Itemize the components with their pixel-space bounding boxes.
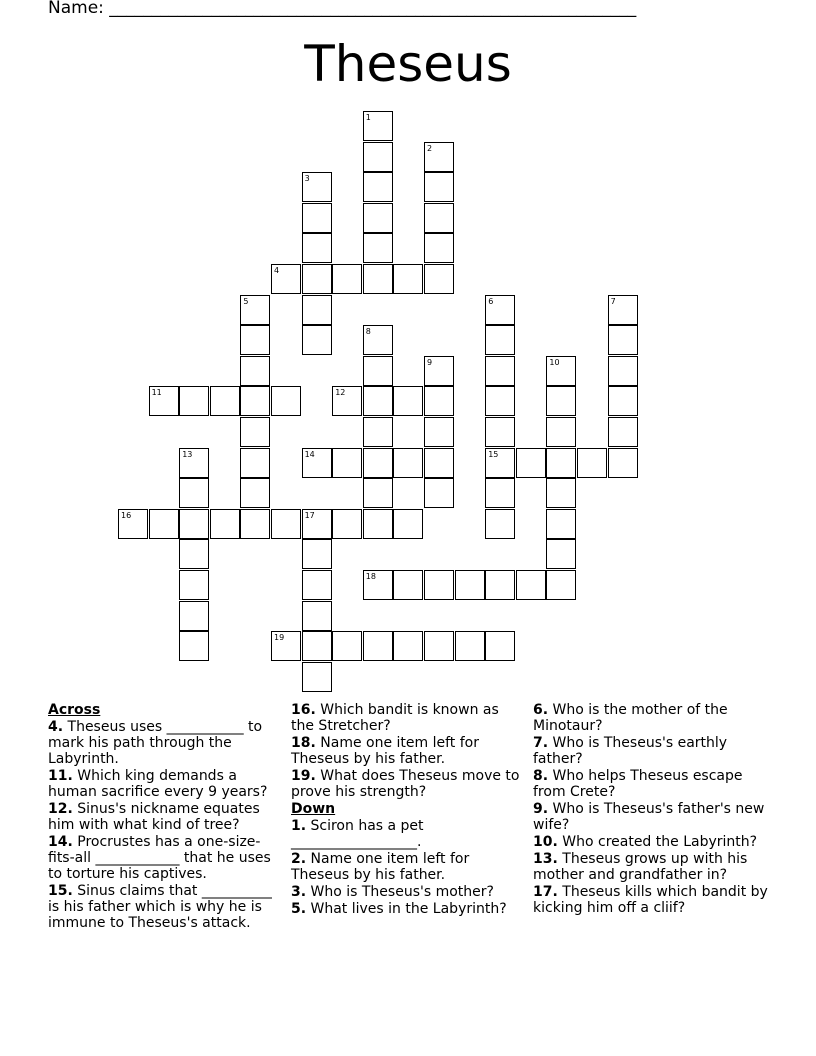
grid-cell[interactable] [485, 417, 515, 447]
grid-cell[interactable] [363, 386, 393, 416]
grid-cell[interactable] [424, 631, 454, 661]
clue-item [291, 735, 523, 767]
clue-item-number: 5. [291, 901, 307, 917]
clue-item-number: 13. [533, 851, 558, 867]
grid-cell[interactable] [179, 509, 209, 539]
clue-item-text: Name one item left for Theseus by his father. [291, 851, 470, 883]
clue-number: 6 [488, 296, 494, 306]
grid-cell[interactable] [608, 325, 638, 355]
grid-cell[interactable] [302, 295, 332, 325]
clue-number: 1 [365, 113, 371, 122]
grid-cell[interactable] [393, 264, 423, 294]
grid-cell[interactable] [363, 448, 393, 478]
grid-cell[interactable] [271, 264, 301, 294]
grid-cell[interactable] [424, 386, 454, 416]
grid-cell[interactable] [118, 509, 148, 539]
clue-item-number: 9. [533, 801, 549, 817]
grid-cell[interactable] [179, 601, 209, 631]
grid-cell[interactable] [546, 570, 576, 600]
grid-cell[interactable] [424, 172, 454, 202]
grid-cell[interactable] [179, 478, 209, 508]
clue-item-text: Who created the Labyrinth? [557, 834, 758, 850]
clue-item-number: 3. [291, 884, 307, 900]
grid-cell[interactable] [240, 386, 270, 416]
clue-item [533, 702, 773, 734]
clue-item-number: 6. [533, 702, 549, 718]
grid-cell[interactable] [302, 570, 332, 600]
clue-item-text: Theseus uses ___________ to mark his path through the Labyrinth. [48, 719, 263, 767]
grid-cell[interactable] [363, 356, 393, 386]
grid-cell[interactable] [424, 356, 454, 386]
grid-cell[interactable] [608, 417, 638, 447]
grid-cell[interactable] [271, 631, 301, 661]
grid-cell[interactable] [424, 264, 454, 294]
grid-cell[interactable] [179, 539, 209, 569]
grid-cell[interactable] [424, 448, 454, 478]
clue-item-number: 11. [48, 768, 73, 784]
grid-cell[interactable] [240, 295, 270, 325]
grid-cell[interactable] [485, 509, 515, 539]
clue-number: 17 [304, 510, 315, 520]
grid-cell[interactable] [363, 325, 393, 355]
grid-cell[interactable] [363, 142, 393, 172]
grid-cell[interactable] [485, 295, 515, 325]
clue-column-1 [48, 702, 284, 932]
clue-item-text: Theseus kills which bandit by kicking him off a cliif? [533, 884, 768, 916]
grid-cell[interactable] [546, 509, 576, 539]
clue-number: 2 [427, 143, 433, 153]
clue-item-number: 19. [291, 768, 316, 784]
name-field-label: Name: ______________________________________________________________ [48, 0, 637, 18]
clue-item [48, 834, 284, 882]
clue-heading-down: Down [291, 801, 336, 817]
clue-number: 16 [121, 510, 132, 520]
grid-cell[interactable] [485, 325, 515, 355]
grid-cell[interactable] [455, 570, 485, 600]
grid-cell[interactable] [149, 386, 179, 416]
clue-item [533, 735, 773, 767]
grid-cell[interactable] [302, 631, 332, 661]
clue-item [291, 768, 523, 800]
clue-item-text: What does Theseus move to prove his strength? [291, 768, 520, 800]
clue-item [291, 851, 523, 883]
clue-number: 15 [488, 449, 499, 459]
clue-item-number: 8. [533, 768, 549, 784]
grid-cell[interactable] [363, 509, 393, 539]
clue-number: 9 [427, 357, 433, 367]
grid-cell[interactable] [302, 662, 332, 692]
clue-item-number: 18. [291, 735, 316, 751]
grid-cell[interactable] [179, 631, 209, 661]
grid-cell[interactable] [271, 386, 301, 416]
grid-cell[interactable] [240, 356, 270, 386]
clue-number: 19 [274, 633, 285, 643]
clue-item-number: 16. [291, 702, 316, 718]
grid-cell[interactable] [546, 478, 576, 508]
grid-cell[interactable] [424, 417, 454, 447]
grid-cell[interactable] [424, 142, 454, 172]
clue-item [48, 801, 284, 833]
clue-number: 13 [182, 449, 193, 459]
grid-cell[interactable] [393, 570, 423, 600]
grid-cell[interactable] [363, 233, 393, 263]
grid-cell[interactable] [577, 448, 607, 478]
grid-cell[interactable] [302, 601, 332, 631]
grid-cell[interactable] [608, 295, 638, 325]
clue-item-number: 15. [48, 883, 73, 899]
grid-cell[interactable] [179, 448, 209, 478]
grid-cell[interactable] [363, 172, 393, 202]
grid-cell[interactable] [271, 509, 301, 539]
clue-column-2 [291, 702, 523, 918]
grid-cell[interactable] [332, 509, 362, 539]
grid-cell[interactable] [240, 478, 270, 508]
grid-cell[interactable] [302, 448, 332, 478]
grid-cell[interactable] [393, 631, 423, 661]
grid-cell[interactable] [424, 570, 454, 600]
clue-item [291, 702, 523, 734]
clue-item-text: Who helps Theseus escape from Crete? [533, 768, 743, 800]
clue-item [48, 719, 284, 767]
clue-item [48, 883, 284, 931]
grid-cell[interactable] [546, 386, 576, 416]
clue-item-number: 4. [48, 719, 64, 735]
grid-cell[interactable] [393, 509, 423, 539]
grid-cell[interactable] [424, 203, 454, 233]
clue-number: 8 [365, 327, 371, 337]
clue-number: 7 [610, 296, 616, 306]
page-title: Theseus [304, 35, 512, 93]
clue-item [291, 818, 523, 850]
clue-item-text: Name one item left for Theseus by his father. [291, 735, 479, 767]
grid-cell[interactable] [363, 203, 393, 233]
grid-cell[interactable] [240, 417, 270, 447]
grid-cell[interactable] [302, 509, 332, 539]
grid-cell[interactable] [210, 386, 240, 416]
grid-cell[interactable] [240, 325, 270, 355]
clue-item-text: Sciron has a pet __________________. [291, 818, 424, 850]
clue-item-text: Which king demands a human sacrifice every 9 years? [48, 768, 268, 800]
grid-cell[interactable] [485, 631, 515, 661]
grid-cell[interactable] [332, 631, 362, 661]
clue-column-3 [533, 702, 773, 917]
grid-cell[interactable] [332, 264, 362, 294]
grid-cell[interactable] [516, 570, 546, 600]
grid-cell[interactable] [179, 386, 209, 416]
grid-cell[interactable] [485, 448, 515, 478]
clue-item-number: 17. [533, 884, 558, 900]
grid-cell[interactable] [455, 631, 485, 661]
grid-cell[interactable] [424, 233, 454, 263]
clue-heading-across: Across [48, 702, 101, 718]
clue-item-text: Sinus claims that __________ is his father which is why he is immune to Theseus's attack. [48, 883, 272, 931]
grid-cell[interactable] [210, 509, 240, 539]
grid-cell[interactable] [302, 539, 332, 569]
grid-cell[interactable] [546, 448, 576, 478]
grid-cell[interactable] [363, 264, 393, 294]
clue-item [291, 884, 523, 900]
clue-number: 5 [243, 296, 249, 306]
clue-number: 11 [151, 388, 162, 398]
clue-item-number: 7. [533, 735, 549, 751]
grid-cell[interactable] [240, 509, 270, 539]
grid-cell[interactable] [608, 386, 638, 416]
clue-item [533, 884, 773, 916]
grid-cell[interactable] [302, 264, 332, 294]
grid-cell[interactable] [608, 448, 638, 478]
clue-item [533, 801, 773, 833]
clue-item-text: Who is Theseus's earthly father? [533, 735, 728, 767]
clue-item-number: 10. [533, 834, 558, 850]
grid-cell[interactable] [424, 478, 454, 508]
clue-item-number: 2. [291, 851, 307, 867]
grid-cell[interactable] [485, 356, 515, 386]
grid-cell[interactable] [332, 386, 362, 416]
grid-cell[interactable] [608, 356, 638, 386]
grid-cell[interactable] [546, 539, 576, 569]
grid-cell[interactable] [363, 417, 393, 447]
clue-number: 3 [304, 174, 310, 184]
clue-item-text: Who is Theseus's mother? [306, 884, 494, 900]
clue-item-text: Who is the mother of the Minotaur? [533, 702, 728, 734]
clue-item-text: Theseus grows up with his mother and grandfather in? [533, 851, 748, 883]
grid-cell[interactable] [149, 509, 179, 539]
clue-item-text: Who is Theseus's father's new wife? [533, 801, 765, 833]
grid-cell[interactable] [393, 448, 423, 478]
clue-number: 10 [549, 357, 560, 367]
clue-item [533, 834, 773, 850]
clue-item [533, 768, 773, 800]
clue-item-text: Sinus's nickname equates him with what kind of tree? [48, 801, 260, 833]
clue-item [533, 851, 773, 883]
grid-cell[interactable] [485, 478, 515, 508]
grid-cell[interactable] [302, 325, 332, 355]
clue-number: 12 [335, 388, 346, 398]
grid-cell[interactable] [485, 570, 515, 600]
clue-number: 4 [274, 266, 280, 275]
grid-cell[interactable] [546, 356, 576, 386]
clue-item-text: Procrustes has a one-size-fits-all ____________ that he uses to torture his captives. [48, 834, 271, 882]
clue-number: 18 [365, 572, 376, 581]
grid-cell[interactable] [332, 448, 362, 478]
clue-item-number: 1. [291, 818, 307, 834]
clue-number: 14 [304, 449, 315, 459]
grid-cell[interactable] [302, 203, 332, 233]
grid-cell[interactable] [393, 386, 423, 416]
grid-cell[interactable] [302, 172, 332, 202]
clue-item-number: 14. [48, 834, 73, 850]
grid-cell[interactable] [363, 570, 393, 600]
clue-item [291, 901, 523, 917]
clue-item-text: What lives in the Labyrinth? [306, 901, 507, 917]
grid-cell[interactable] [546, 417, 576, 447]
grid-cell[interactable] [240, 448, 270, 478]
clue-item-number: 12. [48, 801, 73, 817]
clue-item [48, 768, 284, 800]
clue-item-text: Which bandit is known as the Stretcher? [291, 702, 499, 734]
grid-cell[interactable] [363, 478, 393, 508]
grid-cell[interactable] [485, 386, 515, 416]
grid-cell[interactable] [179, 570, 209, 600]
grid-cell[interactable] [363, 631, 393, 661]
grid-cell[interactable] [302, 233, 332, 263]
grid-cell[interactable] [516, 448, 546, 478]
grid-cell[interactable] [363, 111, 393, 141]
